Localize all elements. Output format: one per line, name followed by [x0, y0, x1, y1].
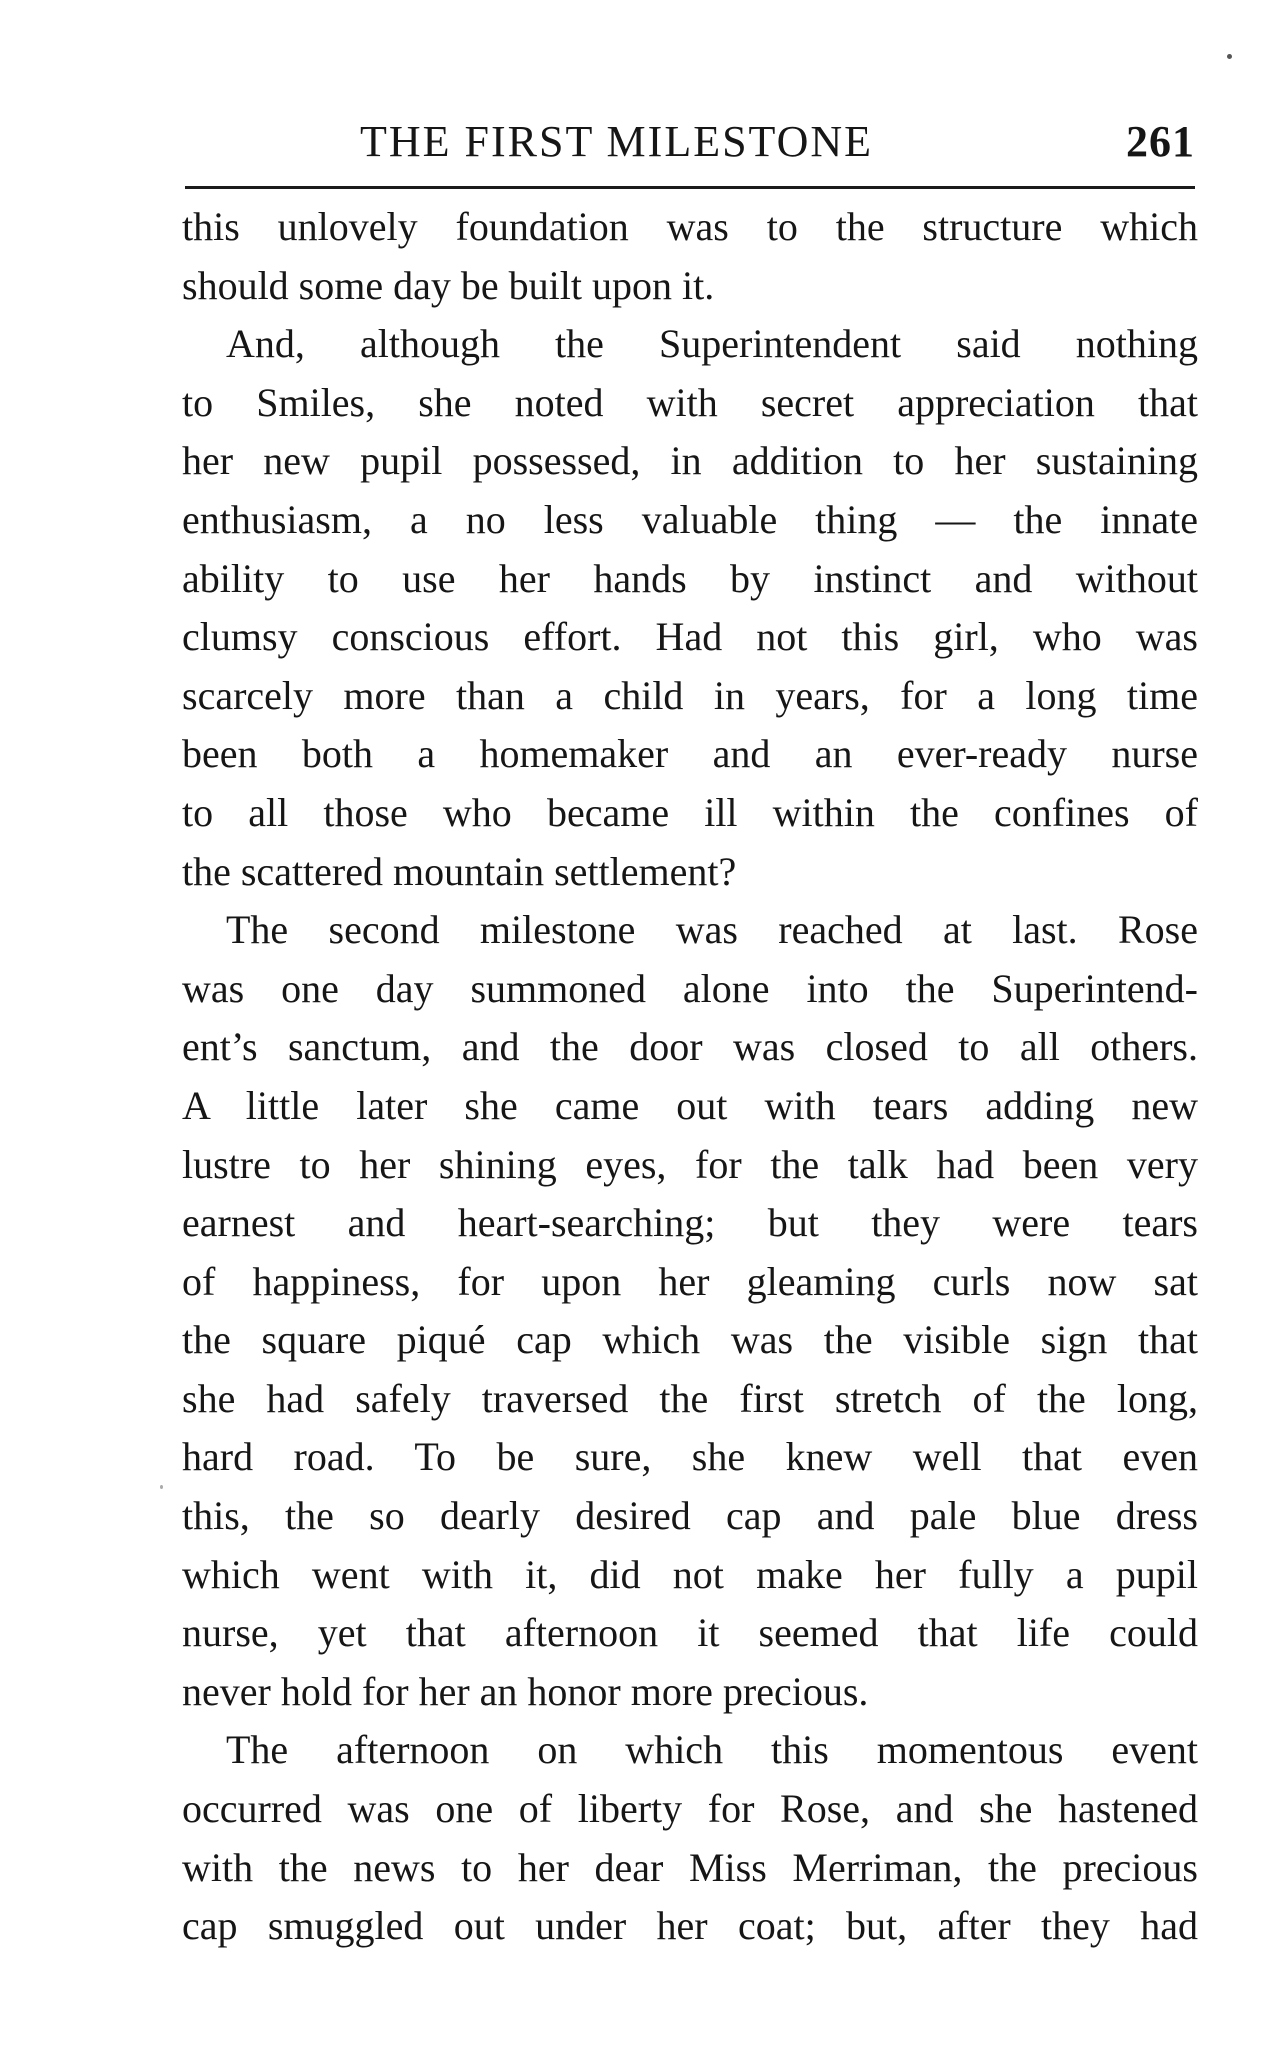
text-line: the scattered mountain settlement?: [182, 848, 737, 894]
text-line: scarcely more than a child in years, for a long time: [182, 672, 1198, 718]
paragraph-first-line: The second milestone was reached at last. Rose: [226, 907, 1198, 953]
text-line: she had safely traversed the first stretch of the long,: [182, 1375, 1198, 1421]
text-line: cap smuggled out under her coat; but, after they had: [182, 1903, 1198, 1949]
text-line: was one day summoned alone into the Superintend-: [182, 965, 1198, 1011]
scan-speck: [160, 1485, 163, 1489]
text-line: ent’s sanctum, and the door was closed to all others.: [182, 1024, 1198, 1070]
page-number: 261: [1126, 117, 1195, 166]
text-line: ability to use her hands by instinct and without: [182, 555, 1198, 601]
text-line: to all those who became ill within the confines of: [182, 789, 1198, 835]
text-line: been both a homemaker and an ever-ready nurse: [182, 731, 1198, 777]
paragraph-first-line: And, although the Superintendent said nothing: [226, 321, 1198, 367]
text-line: A little later she came out with tears adding new: [182, 1082, 1198, 1128]
text-line: nurse, yet that afternoon it seemed that life could: [182, 1610, 1198, 1656]
text-line: never hold for her an honor more precious.: [182, 1668, 869, 1714]
paragraph-first-line: The afternoon on which this momentous event: [226, 1727, 1198, 1773]
running-title: THE FIRST MILESTONE: [360, 117, 874, 166]
text-line: lustre to her shining eyes, for the talk had been very: [182, 1141, 1198, 1187]
text-line: to Smiles, she noted with secret appreciation that: [182, 379, 1198, 425]
text-line: her new pupil possessed, in addition to her sustaining: [182, 438, 1198, 484]
text-line: earnest and heart-searching; but they were tears: [182, 1200, 1198, 1246]
running-head: [185, 108, 1195, 178]
text-line: occurred was one of liberty for Rose, and she hastened: [182, 1786, 1198, 1832]
text-line: which went with it, did not make her fully a pupil: [182, 1551, 1198, 1597]
text-line: clumsy conscious effort. Had not this girl, who was: [182, 614, 1198, 660]
text-line: this unlovely foundation was to the structure which: [182, 204, 1198, 249]
text-line: this, the so dearly desired cap and pale blue dress: [182, 1493, 1198, 1539]
body-text: [182, 198, 1198, 1956]
scan-speck: [1227, 54, 1232, 59]
text-line: the square piqué cap which was the visible sign that: [182, 1317, 1198, 1363]
text-line: hard road. To be sure, she knew well that even: [182, 1434, 1198, 1480]
text-line: with the news to her dear Miss Merriman, the precious: [182, 1844, 1198, 1890]
header-rule: [185, 186, 1195, 189]
text-line: of happiness, for upon her gleaming curls now sat: [182, 1258, 1198, 1304]
text-line: should some day be built upon it.: [182, 262, 715, 308]
text-line: enthusiasm, a no less valuable thing — the innate: [182, 496, 1198, 542]
